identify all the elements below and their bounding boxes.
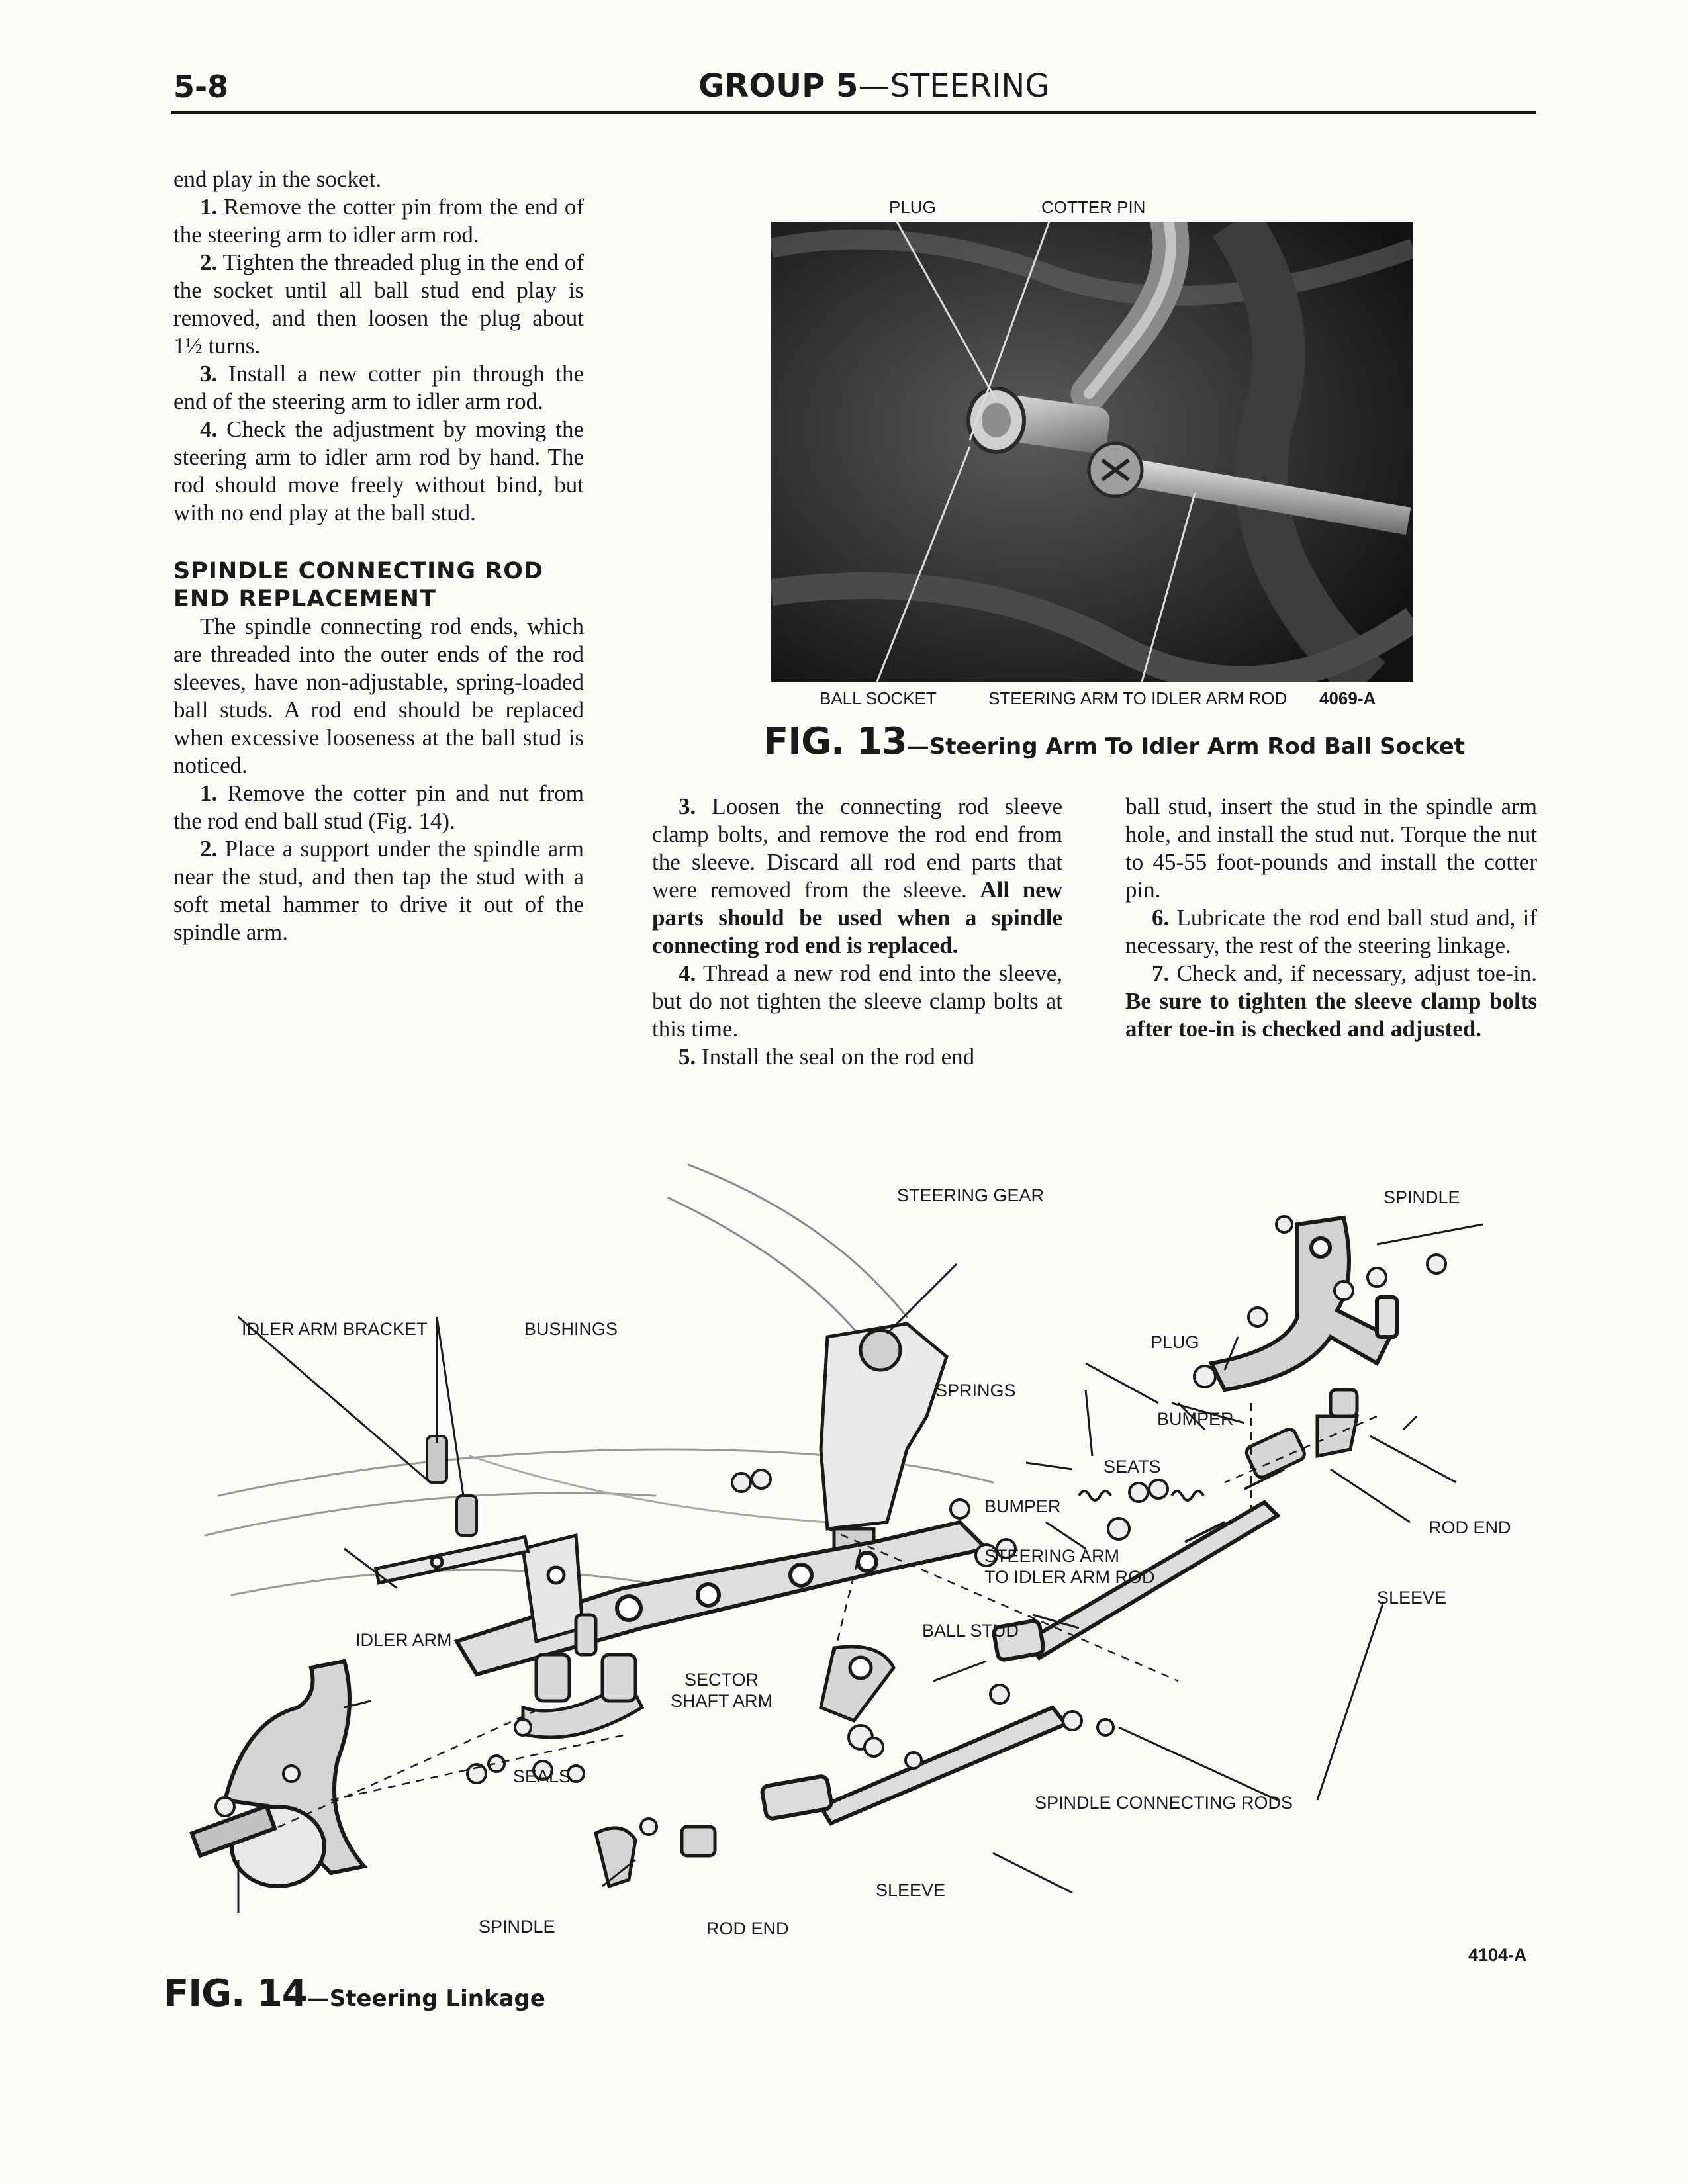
label-seals: SEALS [513, 1766, 571, 1786]
ball-socket-photo-illustration [771, 222, 1413, 682]
fig14-caption-text: —Steering Linkage [306, 1985, 545, 2012]
label-springs: SPRINGS [935, 1381, 1016, 1400]
fig14-caption [164, 1972, 545, 2015]
fig13-label-ball-socket: BALL SOCKET [820, 688, 937, 708]
group-title-rest: —STEERING [858, 68, 1050, 105]
replace-step-6: 6. Lubricate the rod end ball stud and, if necessary, the rest of the steering linkage. [1125, 905, 1537, 958]
label-steering-arm-to-idler-arm-rod: STEERING ARM TO IDLER ARM ROD [984, 1546, 1155, 1587]
label-plug: PLUG [1150, 1332, 1199, 1352]
header-rule [171, 111, 1536, 114]
replace-step-7: 7. Check and, if necessary, adjust toe-in. Be sure to tighten the sleeve clamp bolts after toe-in is checked and adjusted. [1125, 960, 1537, 1042]
group-title-bold: GROUP 5 [698, 68, 859, 105]
step-3: 3. Install a new cotter pin through the end of the steering arm to idler arm rod. [173, 361, 584, 414]
replace-step-2: 2. Place a support under the spindle arm near the stud, and then tap the stud with a soft metal hammer to drive it out of the spindle arm. [173, 836, 584, 945]
text-column-left [173, 165, 584, 946]
label-seats: SEATS [1103, 1457, 1161, 1477]
steering-linkage-illustration [165, 1138, 1542, 1952]
label-bumper: BUMPER [984, 1496, 1061, 1516]
replace-step-4: 4. Thread a new rod end into the sleeve, but do not tighten the sleeve clamp bolts at this time. [652, 960, 1062, 1042]
label-rod-end-right: ROD END [1429, 1518, 1511, 1537]
label-spindle-bottom: SPINDLE [479, 1917, 555, 1936]
fig13-label-cotter-pin: COTTER PIN [1041, 197, 1146, 217]
page-number: 5-8 [173, 69, 229, 105]
label-steering-gear: STEERING GEAR [897, 1185, 1045, 1205]
label-idler-arm: IDLER ARM [355, 1630, 452, 1650]
fig14-caption-number: FIG. 14 [164, 1972, 307, 2015]
step-2: 2. Tighten the threaded plug in the end of the socket until all ball stud end play is removed, and then loosen the plug about 1½ turns. [173, 250, 584, 359]
section-intro: The spindle connecting rod ends, which are threaded into the outer ends of the rod sleeves, have non-adjustable, spring-loaded ball studs. A rod end should be replaced when excessive looseness at the ball stud is noticed. [173, 614, 584, 778]
paragraph: end play in the socket. [173, 166, 381, 192]
label-spindle-top: SPINDLE [1383, 1187, 1460, 1207]
label-bumper-right: BUMPER [1157, 1409, 1234, 1429]
replace-step-3: 3. Loosen the connecting rod sleeve clamp bolts, and remove the rod end from the sleeve. Discard all rod end parts that were removed from the sleeve. All new parts should be used when a spindle connecting rod end is replaced. [652, 794, 1062, 958]
text-column-right [1125, 793, 1537, 1043]
fig13-caption [763, 720, 1465, 763]
fig13-label-plug: PLUG [889, 197, 936, 217]
fig13-label-steering-arm-rod: STEERING ARM TO IDLER ARM ROD [988, 688, 1288, 708]
fig13-caption-text: —Steering Arm To Idler Arm Rod Ball Socket [906, 733, 1466, 760]
fig14-diagram [165, 1138, 1542, 1952]
text-column-middle [652, 793, 1062, 1071]
fig13-code: 4069-A [1319, 688, 1376, 708]
replace-step-5: 5. Install the seal on the rod end [679, 1044, 975, 1069]
fig13-caption-number: FIG. 13 [763, 720, 907, 763]
label-spindle-connecting-rods: SPINDLE CONNECTING RODS [1035, 1793, 1293, 1813]
step-4: 4. Check the adjustment by moving the steering arm to idler arm rod by hand. The rod should move freely without bind, but with no end play at the ball stud. [173, 416, 584, 525]
label-rod-end-bottom: ROD END [706, 1919, 789, 1938]
label-bushings: BUSHINGS [524, 1319, 618, 1339]
label-sleeve-bottom: SLEEVE [876, 1880, 946, 1900]
section-heading: SPINDLE CONNECTING ROD END REPLACEMENT [173, 558, 544, 612]
replace-step-1: 1. Remove the cotter pin and nut from the rod end ball stud (Fig. 14). [173, 780, 584, 834]
label-ball-stud: BALL STUD [922, 1621, 1019, 1641]
group-title [698, 68, 1050, 105]
step-1: 1. Remove the cotter pin from the end of the steering arm to idler arm rod. [173, 194, 584, 248]
fig14-code: 4104-A [1468, 1945, 1527, 1965]
label-sleeve-right: SLEEVE [1377, 1588, 1447, 1608]
paragraph: ball stud, insert the stud in the spindle arm hole, and install the stud nut. Torque the nut to 45-55 foot-pounds and install the cotter pin. [1125, 794, 1537, 903]
label-sector-shaft-arm: SECTOR SHAFT ARM [671, 1670, 773, 1711]
fig13-photo [771, 222, 1413, 682]
label-idler-arm-bracket: IDLER ARM BRACKET [242, 1319, 428, 1339]
